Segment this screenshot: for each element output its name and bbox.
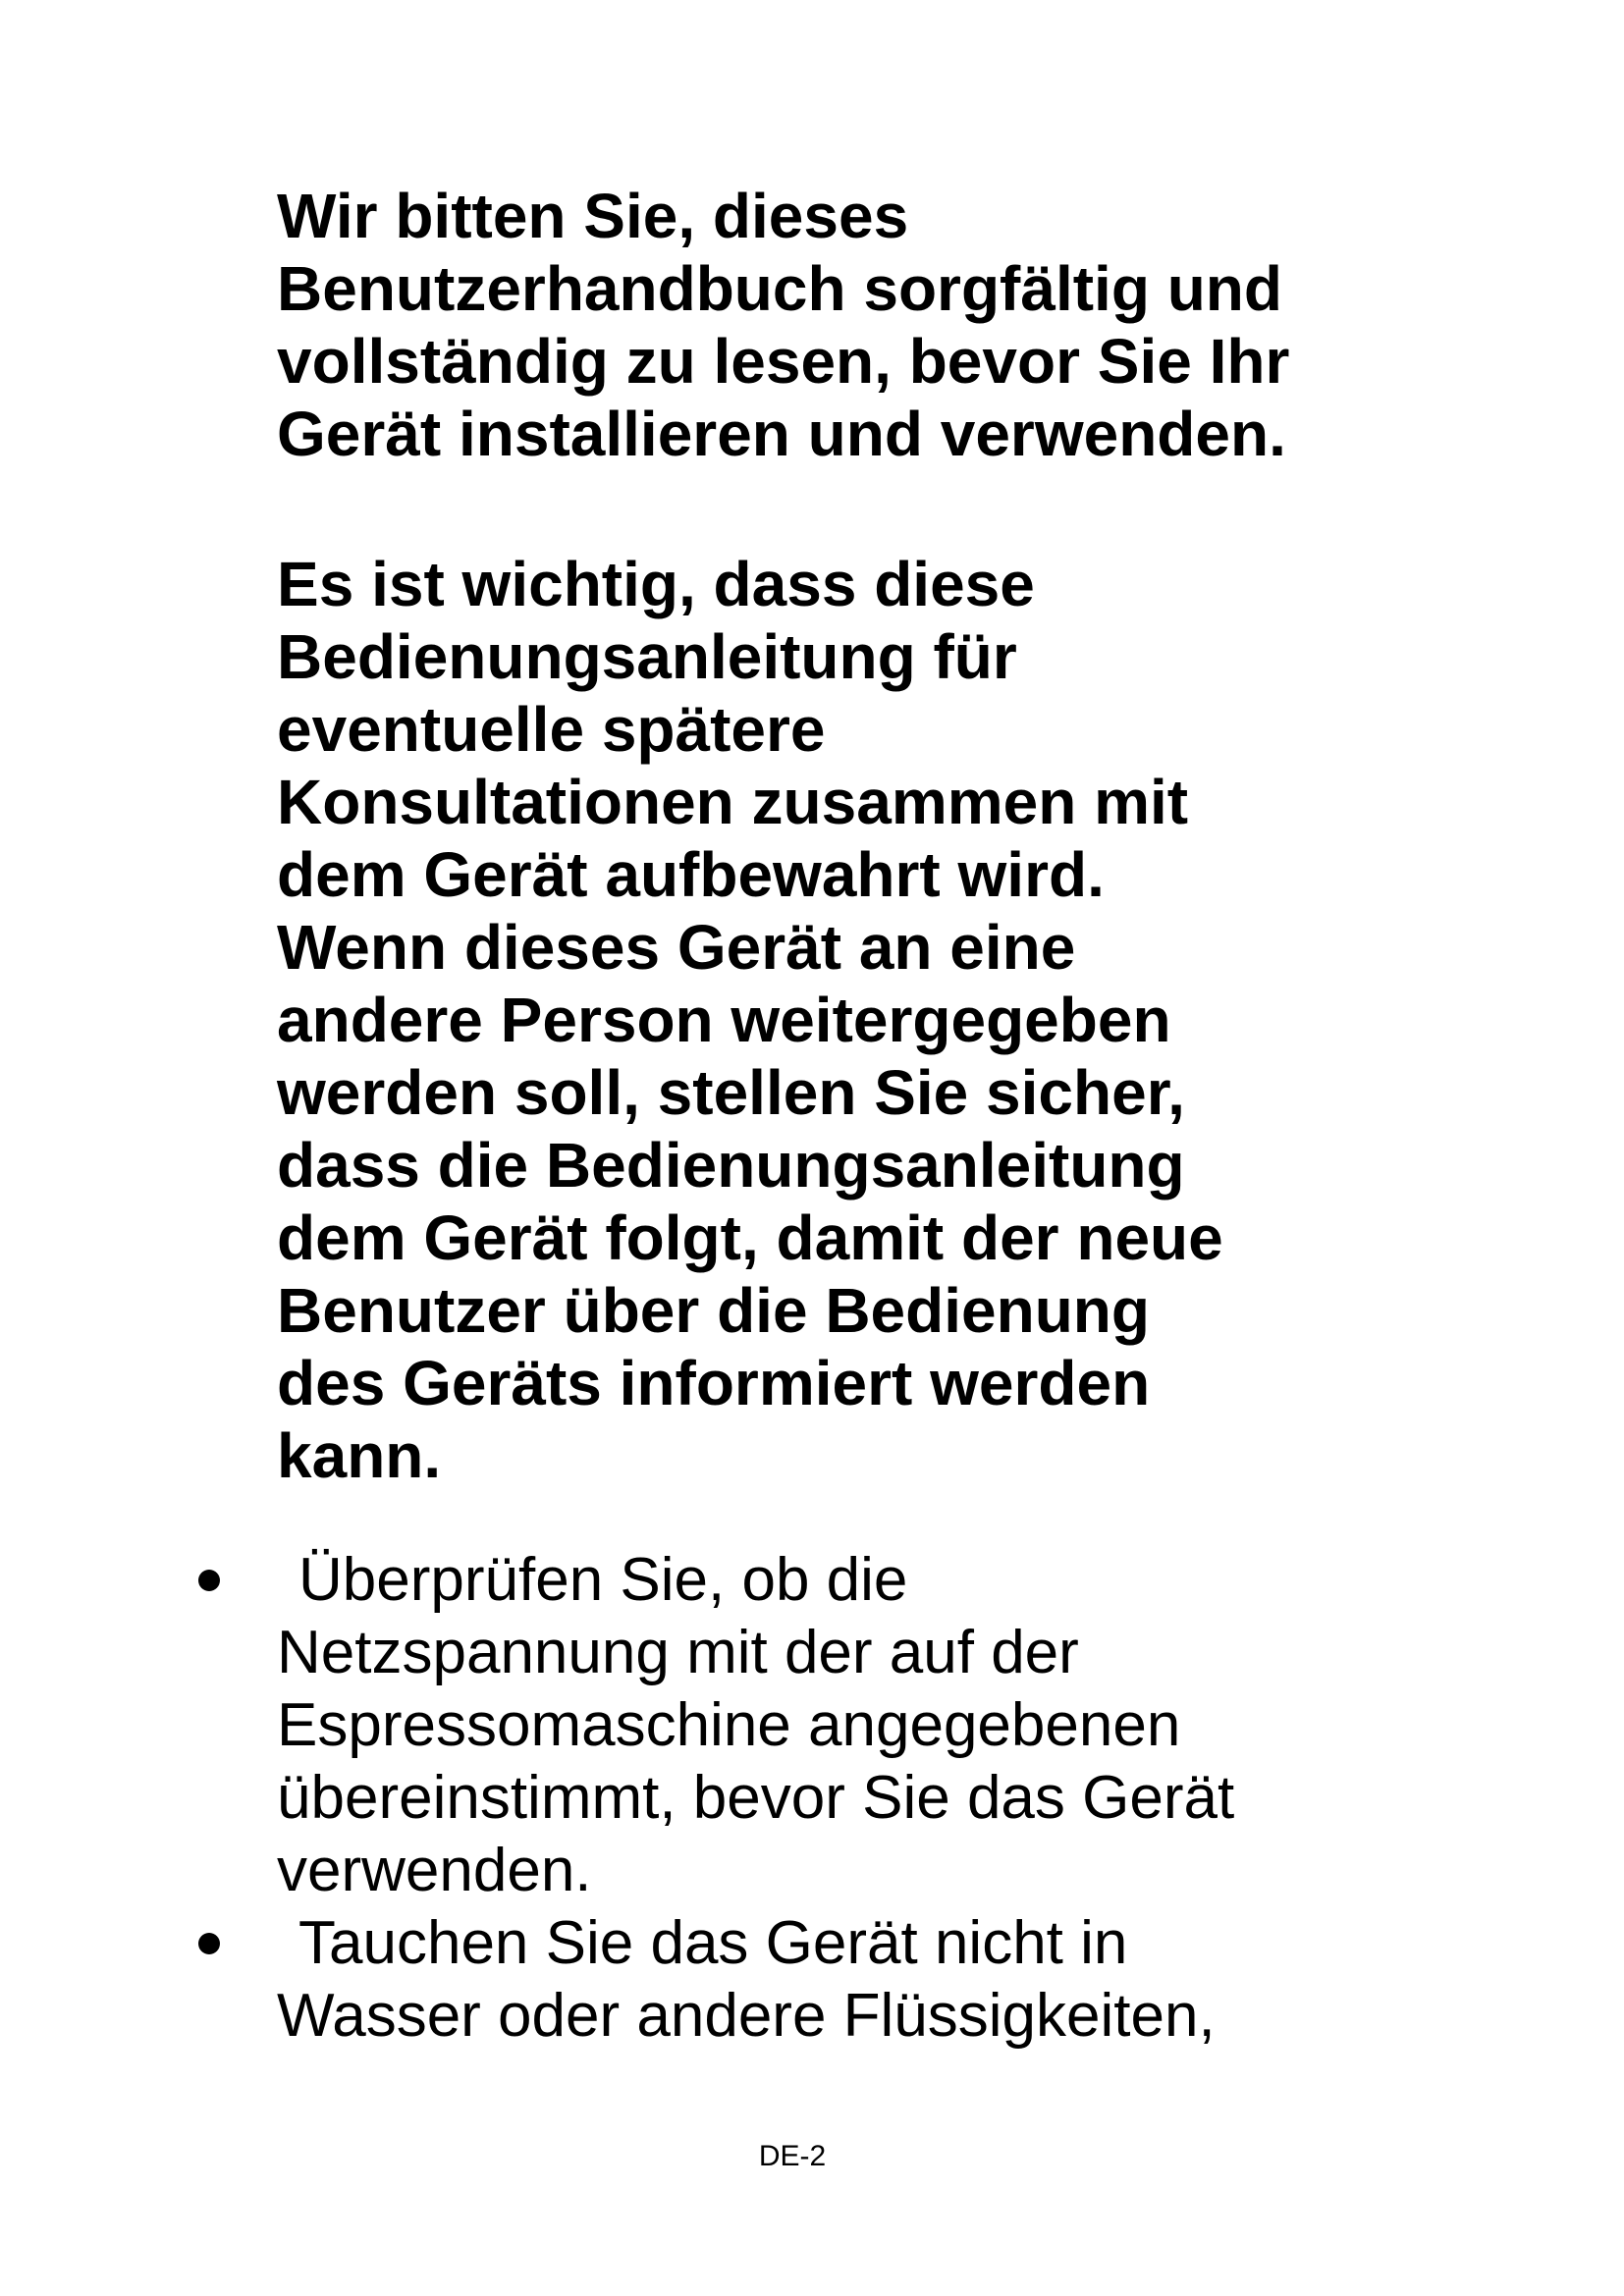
safety-bullet-voltage bbox=[0, 1544, 1624, 1907]
keep-manual-line: Bedienungsanleitung für bbox=[277, 621, 1017, 692]
bullet-line: verwenden. bbox=[277, 1837, 592, 1904]
keep-manual-line: Benutzer über die Bedienung bbox=[277, 1275, 1150, 1346]
intro-paragraph bbox=[277, 180, 1543, 470]
keep-manual-line: dem Gerät folgt, damit der neue bbox=[277, 1202, 1223, 1273]
keep-manual-line: werden soll, stellen Sie sicher, bbox=[277, 1057, 1185, 1128]
bullet-text bbox=[277, 1544, 1553, 1907]
bullet-line: Überprüfen Sie, ob die bbox=[298, 1546, 908, 1614]
safety-bullet-list bbox=[0, 1544, 1624, 2053]
bullet-line: Tauchen Sie das Gerät nicht in bbox=[298, 1909, 1128, 1977]
page-number: DE-2 bbox=[758, 2140, 827, 2172]
bullet-line: Espressomaschine angegebenen bbox=[277, 1691, 1181, 1759]
keep-manual-paragraph bbox=[277, 548, 1543, 1492]
bullet-text bbox=[277, 1907, 1553, 2053]
bullet-icon bbox=[198, 1570, 220, 1591]
intro-line: Gerät installieren und verwenden. bbox=[277, 399, 1286, 469]
keep-manual-line: kann. bbox=[277, 1420, 442, 1491]
keep-manual-line: eventuelle spätere bbox=[277, 694, 826, 765]
keep-manual-line: dem Gerät aufbewahrt wird. bbox=[277, 839, 1105, 910]
bullet-line: Wasser oder andere Flüssigkeiten, bbox=[277, 1982, 1216, 2050]
intro-line: vollständig zu lesen, bevor Sie Ihr bbox=[277, 326, 1290, 397]
keep-manual-line: des Geräts informiert werden bbox=[277, 1348, 1151, 1418]
keep-manual-line: Wenn dieses Gerät an eine bbox=[277, 912, 1076, 983]
bullet-line: übereinstimmt, bevor Sie das Gerät bbox=[277, 1764, 1235, 1832]
safety-bullet-water bbox=[0, 1907, 1624, 2053]
bullet-line: Netzspannung mit der auf der bbox=[277, 1619, 1079, 1686]
keep-manual-line: andere Person weitergegeben bbox=[277, 985, 1171, 1055]
keep-manual-line: Konsultationen zusammen mit bbox=[277, 767, 1189, 837]
keep-manual-line: Es ist wichtig, dass diese bbox=[277, 549, 1035, 619]
intro-line: Benutzerhandbuch sorgfältig und bbox=[277, 253, 1282, 324]
keep-manual-line: dass die Bedienungsanleitung bbox=[277, 1130, 1185, 1201]
bullet-icon bbox=[198, 1933, 220, 1954]
intro-line: Wir bitten Sie, dieses bbox=[277, 181, 909, 251]
